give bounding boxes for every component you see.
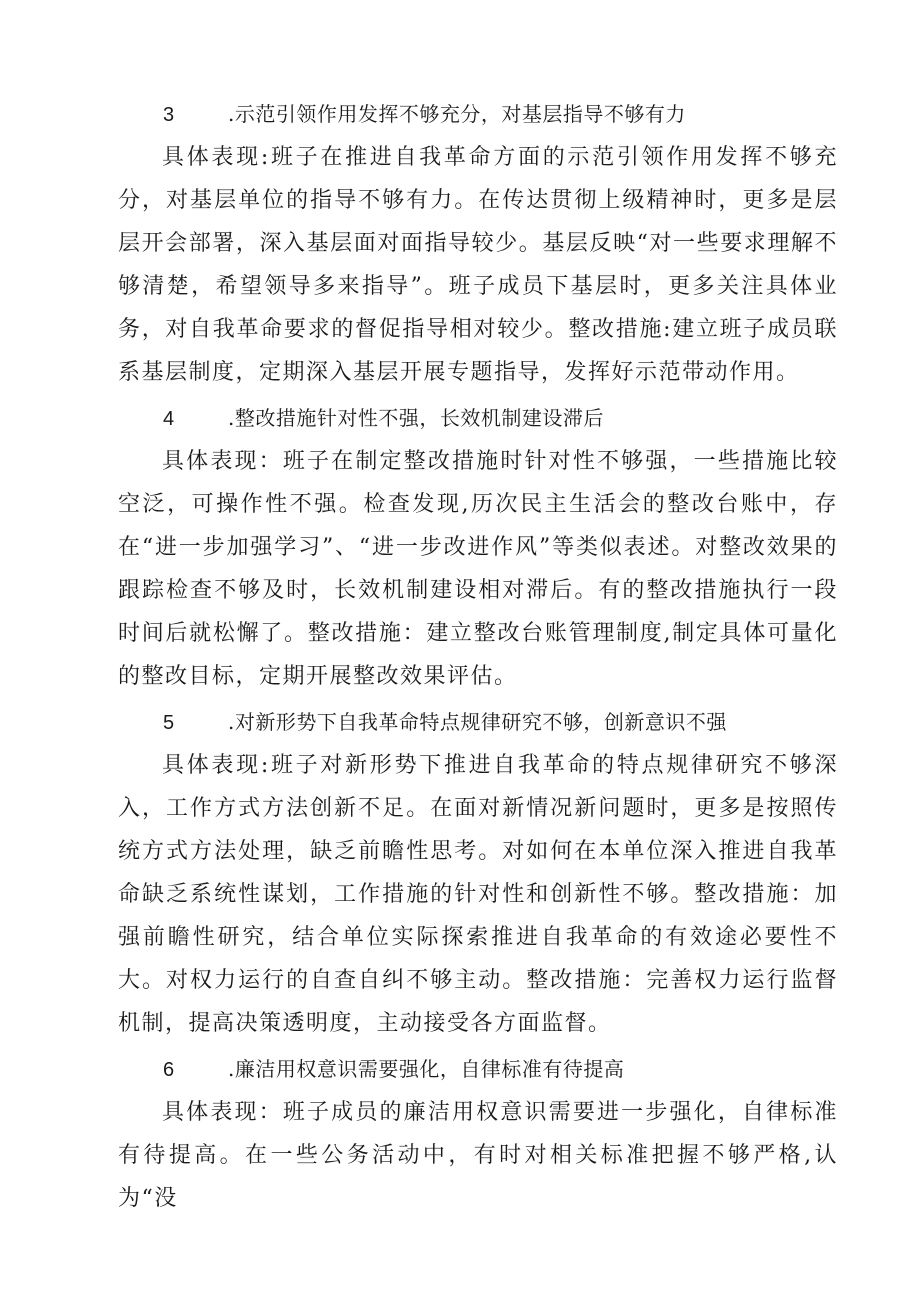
section-heading-6 [118,1047,838,1091]
section-title: .对新形势下自我革命特点规律研究不够，创新意识不强 [228,710,727,734]
section-number: 5 [163,712,175,734]
section-heading-3 [118,92,838,136]
section-heading-5 [118,700,838,744]
section-body-5: 具体表现:班子对新形势下推进自我革命的特点规律研究不够深入，工作方式方法创新不足。在面对新情况新问题时，更多是按照传统方式方法处理，缺乏前瞻性思考。对如何在本单位深入推进自我革命缺乏系统性谋划，工作措施的针对性和创新性不够。整改措施：加强前瞻性研究，结合单位实际探索推进自我革命的有效途必要性不大。对权力运行的自查自纠不够主动。整改措施：完善权力运行监督机制，提高决策透明度，主动接受各方面监督。 [118,753,838,1036]
section-body-3: 具体表现:班子在推进自我革命方面的示范引领作用发挥不够充分，对基层单位的指导不够有力。在传达贯彻上级精神时，更多是层层开会部署，深入基层面对面指导较少。基层反映“对一些要求理解不够清楚，希望领导多来指导”。班子成员下基层时，更多关注具体业务，对自我革命要求的督促指导相对较少。整改措施:建立班子成员联系基层制度，定期深入基层开展专题指导，发挥好示范带动作用。 [118,145,838,385]
section-body-6: 具体表现：班子成员的廉洁用权意识需要进一步强化，自律标准有待提高。在一些公务活动中，有时对相关标准把握不够严格,认为“没 [118,1100,838,1211]
section-title: .廉洁用权意识需要强化，自律标准有待提高 [228,1057,625,1081]
section-number: 3 [163,104,175,126]
section-title: .示范引领作用发挥不够充分，对基层指导不够有力 [228,102,686,126]
section-heading-4 [118,396,838,440]
section-title: .整改措施针对性不强，长效机制建设滞后 [228,406,604,430]
section-body-4: 具体表现：班子在制定整改措施时针对性不够强，一些措施比较空泛，可操作性不强。检查发现,历次民主生活会的整改台账中，存在“进一步加强学习”、“进一步改进作风”等类似表述。对整改效果的跟踪检查不够及时，长效机制建设相对滞后。有的整改措施执行一段时间后就松懈了。整改措施：建立整改台账管理制度,制定具体可量化的整改目标，定期开展整改效果评估。 [118,449,838,689]
document-page [118,92,838,1222]
section-number: 6 [163,1059,175,1081]
section-number: 4 [163,408,175,430]
